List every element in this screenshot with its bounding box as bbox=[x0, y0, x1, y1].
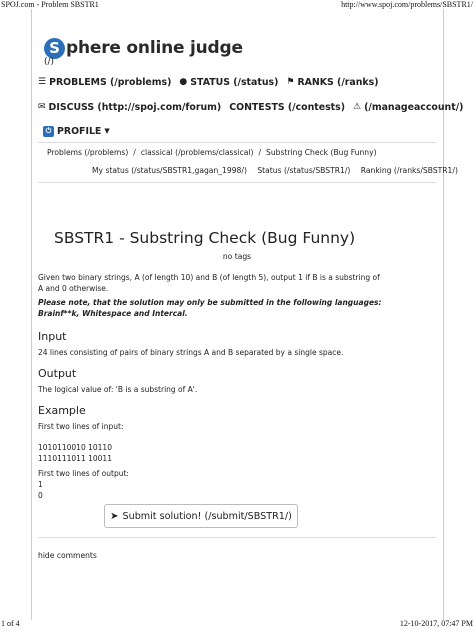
example-input-line-2: 1110111011 10011 bbox=[38, 454, 112, 463]
nav-ranks[interactable] bbox=[286, 77, 378, 88]
language-note bbox=[38, 297, 436, 319]
warning-icon: ⚠ bbox=[353, 102, 362, 112]
nav-status-label: STATUS (/status) bbox=[190, 76, 279, 88]
example-output bbox=[38, 479, 436, 501]
breadcrumb-separator: / bbox=[133, 148, 136, 157]
problem-title: SBSTR1 - Substring Check (Bug Funny) bbox=[54, 229, 356, 247]
paper-plane-icon: ➤ bbox=[110, 510, 119, 522]
print-footer bbox=[0, 619, 474, 631]
example-output-line-2: 0 bbox=[38, 491, 43, 500]
brand-name: phere online judge bbox=[66, 38, 243, 58]
nav-problems[interactable] bbox=[38, 77, 171, 88]
input-heading: Input bbox=[38, 330, 67, 343]
print-page-number: 1 of 4 bbox=[1, 619, 20, 628]
print-date: 12-10-2017, 07:47 PM bbox=[399, 619, 473, 628]
example-output-label: First two lines of output: bbox=[38, 469, 129, 478]
nav-manage-label: (/manageaccount/) bbox=[364, 101, 464, 113]
breadcrumb-separator: / bbox=[258, 148, 262, 157]
nav-discuss-label: DISCUSS (http://spoj.com/forum) bbox=[48, 101, 222, 113]
print-header bbox=[0, 0, 474, 12]
nav-contests-label: CONTESTS (/contests) bbox=[229, 101, 346, 113]
sphere-logo-icon: S bbox=[44, 38, 65, 59]
breadcrumb-problems[interactable]: Problems (/problems) bbox=[47, 148, 129, 157]
header-divider bbox=[38, 182, 436, 183]
note-line-2: Brainf**k, Whitespace and Intercal. bbox=[38, 309, 188, 318]
caret-down-icon: ▼ bbox=[104, 127, 110, 135]
output-heading: Output bbox=[38, 367, 77, 380]
circle-icon: ● bbox=[179, 77, 188, 87]
comments-divider bbox=[38, 537, 436, 538]
breadcrumb bbox=[47, 148, 377, 157]
my-status-link[interactable]: My status (/status/SBSTR1,gagan_1998/) bbox=[92, 166, 247, 175]
print-page-title: SPOJ.com - Problem SBSTR1 bbox=[1, 0, 99, 9]
nav-manage-account[interactable] bbox=[353, 102, 463, 113]
input-text: 24 lines consisting of pairs of binary strings A and B separated by a single space. bbox=[38, 348, 344, 357]
hide-comments-link[interactable]: hide comments bbox=[38, 551, 97, 560]
brand-link-text[interactable]: (/) bbox=[44, 57, 55, 67]
breadcrumb-current: Substring Check (Bug Funny) bbox=[266, 148, 377, 157]
example-input bbox=[38, 442, 436, 464]
nav-divider bbox=[38, 142, 436, 143]
breadcrumb-classical[interactable]: classical (/problems/classical) bbox=[140, 148, 254, 157]
nav-row-1 bbox=[38, 75, 387, 89]
nav-discuss[interactable] bbox=[38, 102, 221, 113]
example-output-line-1: 1 bbox=[38, 480, 43, 489]
trophy-icon: ⚑ bbox=[286, 77, 295, 87]
nav-profile[interactable] bbox=[43, 126, 113, 137]
nav-row-3 bbox=[43, 124, 121, 138]
nav-problems-label: PROBLEMS (/problems) bbox=[49, 76, 172, 88]
status-link[interactable]: Status (/status/SBSTR1/) bbox=[257, 166, 351, 175]
example-input-label: First two lines of input: bbox=[38, 422, 124, 431]
ranking-link[interactable]: Ranking (/ranks/SBSTR1/) bbox=[360, 166, 458, 175]
frame-left-border bbox=[31, 9, 32, 620]
problem-status-links bbox=[92, 166, 466, 175]
output-text: The logical value of: 'B is a substring of A'. bbox=[38, 385, 198, 394]
comments-icon: ✉ bbox=[38, 102, 46, 112]
nav-profile-label: PROFILE bbox=[57, 125, 102, 137]
problem-tags: no tags bbox=[222, 252, 252, 261]
nav-status[interactable] bbox=[179, 77, 278, 88]
brand-logo[interactable] bbox=[44, 35, 243, 61]
nav-contests[interactable] bbox=[229, 102, 345, 113]
print-page-url: http://www.spoj.com/problems/SBSTR1/ bbox=[341, 0, 473, 9]
submit-solution-button[interactable] bbox=[104, 504, 298, 528]
submit-button-label: Submit solution! (/submit/SBSTR1/) bbox=[122, 510, 292, 522]
statement-line-2: A and 0 otherwise. bbox=[38, 284, 109, 293]
nav-ranks-label: RANKS (/ranks) bbox=[297, 76, 379, 88]
list-icon: ☰ bbox=[38, 77, 47, 87]
example-input-line-1: 1010110010 10110 bbox=[38, 443, 112, 452]
example-heading: Example bbox=[38, 404, 86, 417]
statement-line-1: Given two binary strings, A (of length 10) and B (of length 5), output 1 if B is a substring of bbox=[38, 273, 380, 282]
note-line-1: Please note, that the solution may only be submitted in the following languages: bbox=[38, 298, 382, 307]
problem-statement bbox=[38, 272, 436, 294]
nav-row-2 bbox=[38, 100, 471, 114]
power-icon: ⏻ bbox=[43, 126, 54, 137]
